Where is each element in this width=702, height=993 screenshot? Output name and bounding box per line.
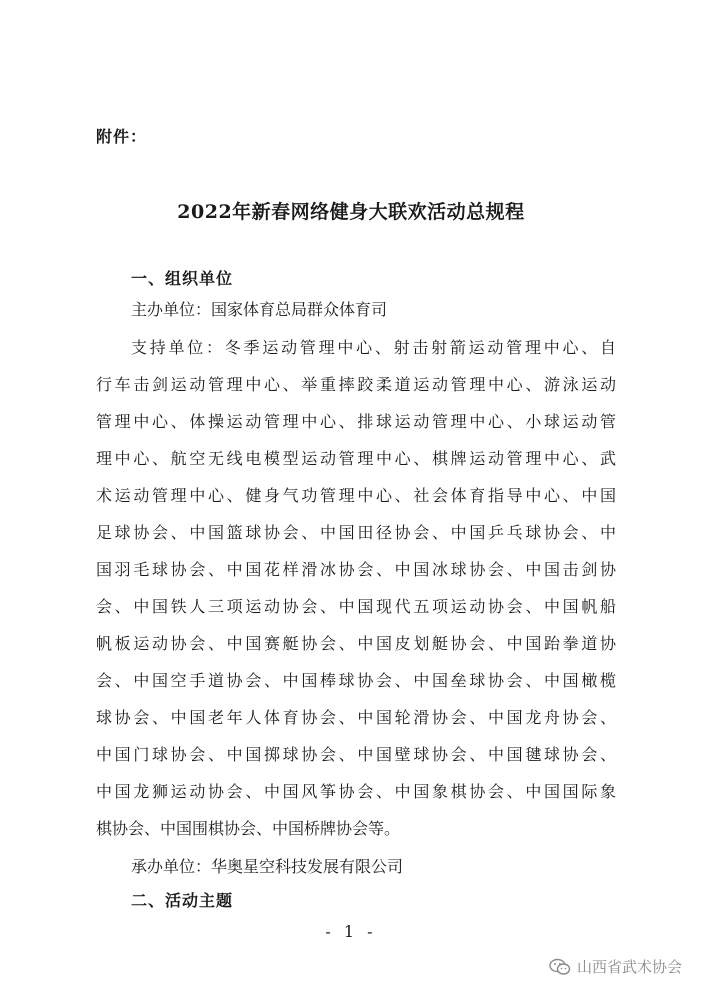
attachment-label: 附件： xyxy=(96,127,148,146)
support-line: 会、中国铁人三项运动协会、中国现代五项运动协会、中国帆船 xyxy=(96,597,616,616)
support-line: 球协会、中国老年人体育协会、中国轮滑协会、中国龙舟协会、 xyxy=(96,708,616,727)
support-line: 行车击剑运动管理中心、举重摔跤柔道运动管理中心、游泳运动 xyxy=(96,375,616,394)
section-heading-theme: 二、活动主题 xyxy=(131,891,234,910)
page-number: - 1 - xyxy=(325,922,377,941)
support-line: 会、中国空手道协会、中国棒球协会、中国垒球协会、中国橄榄 xyxy=(96,671,616,690)
support-line: 棋协会、中国围棋协会、中国桥牌协会等。 xyxy=(96,819,401,838)
watermark-text: 山西省武术协会 xyxy=(576,958,682,976)
wechat-icon xyxy=(549,958,571,976)
support-line: 管理中心、体操运动管理中心、排球运动管理中心、小球运动管 xyxy=(96,412,616,431)
support-line: 中国门球协会、中国掷球协会、中国壁球协会、中国毽球协会、 xyxy=(96,745,616,764)
watermark xyxy=(549,956,682,977)
support-line: 帆板运动协会、中国赛艇协会、中国皮划艇协会、中国跆拳道协 xyxy=(96,634,616,653)
support-line: 中国龙狮运动协会、中国风筝协会、中国象棋协会、中国国际象 xyxy=(96,782,616,801)
support-line: 国羽毛球协会、中国花样滑冰协会、中国冰球协会、中国击剑协 xyxy=(96,560,616,579)
support-line: 术运动管理中心、健身气功管理中心、社会体育指导中心、中国 xyxy=(96,486,616,505)
support-line: 理中心、航空无线电模型运动管理中心、棋牌运动管理中心、武 xyxy=(96,449,616,468)
host-unit-line: 主办单位：国家体育总局群众体育司 xyxy=(131,300,388,319)
support-line: 足球协会、中国篮球协会、中国田径协会、中国乒乓球协会、中 xyxy=(96,523,616,542)
organizer-unit-line: 承办单位：华奥星空科技发展有限公司 xyxy=(131,857,404,876)
support-line: 支持单位：冬季运动管理中心、射击射箭运动管理中心、自 xyxy=(131,338,616,357)
section-heading-organizers: 一、组织单位 xyxy=(131,269,234,288)
document-title: 2022年新春网络健身大联欢活动总规程 xyxy=(177,201,525,223)
